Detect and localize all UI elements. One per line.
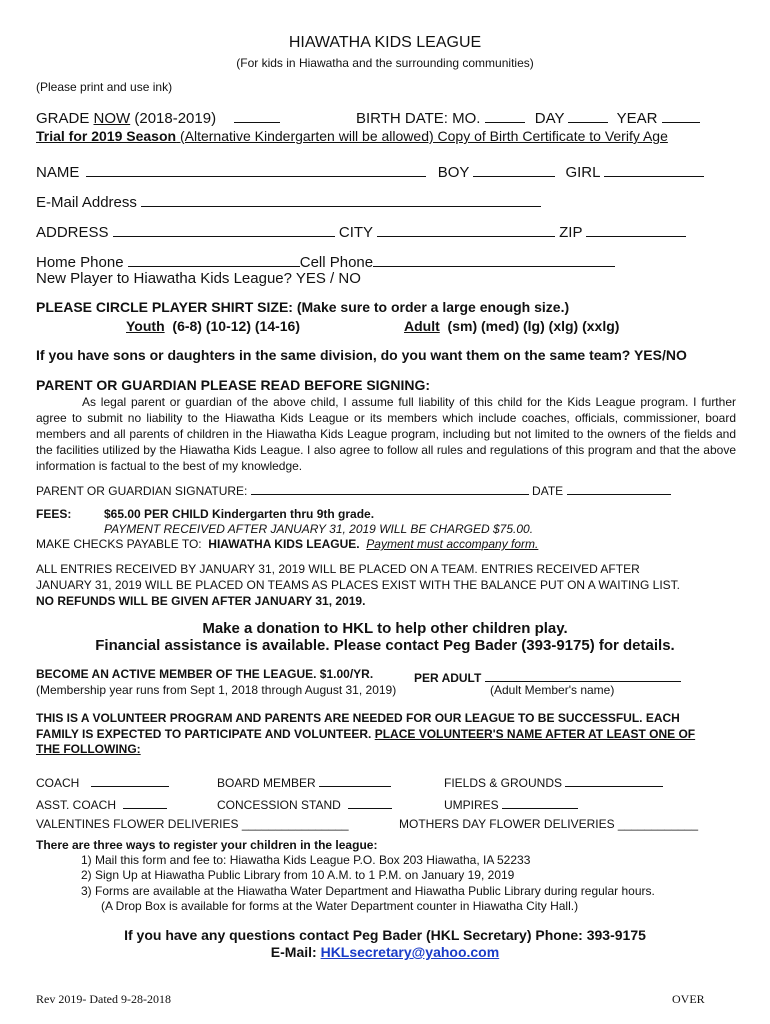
trial-season: Trial for 2019 Season	[36, 128, 177, 144]
volunteer-instruction: PLACE VOLUNTEER'S NAME AFTER AT LEAST ONE OF	[374, 727, 696, 741]
board-member-label: BOARD MEMBER	[217, 776, 316, 790]
secretary-email-link[interactable]: HKLsecretary@yahoo.com	[320, 944, 500, 960]
phone-row	[36, 252, 615, 271]
volunteer-line-2-text: FAMILY IS EXPECTED TO PARTICIPATE AND VOLUNTEER.	[36, 727, 375, 741]
umpires-label: UMPIRES	[444, 798, 499, 812]
boy-field[interactable]	[473, 162, 555, 177]
payment-note: Payment must accompany form.	[366, 537, 539, 551]
register-item-3: 3) Forms are available at the Hiawatha Water Department and Hiawatha Public Library during regular hours.	[81, 884, 655, 898]
volunteer-asst-coach	[36, 794, 167, 812]
contact-email-row	[0, 944, 770, 960]
asst-coach-field[interactable]	[123, 794, 167, 809]
birth-month-field[interactable]	[485, 108, 525, 123]
volunteer-line-3: THE FOLLOWING:	[36, 742, 141, 756]
no-refunds: NO REFUNDS WILL BE GIVEN AFTER JANUARY 31, 2019.	[36, 594, 366, 608]
birth-day-field[interactable]	[568, 108, 608, 123]
birth-month-label: BIRTH DATE: MO.	[356, 110, 481, 127]
adult-member-name-field[interactable]	[485, 667, 681, 682]
youth-sizes	[126, 318, 300, 334]
name-field[interactable]	[86, 162, 426, 177]
email-prefix: E-Mail:	[270, 944, 321, 960]
donation-line-2: Financial assistance is available. Please contact Peg Bader (393-9175) for details.	[95, 637, 675, 654]
register-item-2: 2) Sign Up at Hiawatha Public Library from 10 A.M. to 1 P.M. on January 19, 2019	[81, 868, 515, 882]
adult-sizes	[404, 318, 619, 334]
signature-field[interactable]	[251, 480, 529, 495]
coach-label: COACH	[36, 776, 80, 790]
contact-line: If you have any questions contact Peg Bader (HKL Secretary) Phone: 393-9175	[124, 927, 646, 943]
fee-amount: $65.00 PER CHILD Kindergarten thru 9th grade.	[104, 507, 375, 521]
volunteer-umpires	[444, 794, 578, 812]
guardian-heading: PARENT OR GUARDIAN PLEASE READ BEFORE SIGNING:	[36, 377, 431, 393]
zip-field[interactable]	[586, 222, 686, 237]
form-subtitle: (For kids in Hiawatha and the surrounding communities)	[236, 56, 534, 70]
grade-field[interactable]	[234, 108, 280, 123]
city-field[interactable]	[377, 222, 555, 237]
liability-paragraph: As legal parent or guardian of the above child, I assume full liability of this child for the Kids League program. I further agree to submit no liability to the Hiawatha Kids League or its members which include coaches, officials, commissioner, board members and all parents of children in the Hiawatha Kids League program, including but not limited to the owners of the fields and the facilities utilized by the Hiawatha Kids League. I also agree to follow all rules and regulations of this program and that the above information is factual to the best of my knowledge.	[36, 395, 736, 473]
valentines-deliveries[interactable]: VALENTINES FLOWER DELIVERIES ________________	[36, 817, 349, 831]
entries-line-1: ALL ENTRIES RECEIVED BY JANUARY 31, 2019 WILL BE PLACED ON A TEAM. ENTRIES RECEIVED AFTER	[36, 562, 640, 576]
cell-phone-field[interactable]	[373, 252, 615, 267]
grade-now: NOW	[93, 110, 131, 127]
adult-name-caption: (Adult Member's name)	[490, 683, 615, 697]
umpires-field[interactable]	[502, 794, 578, 809]
youth-size-options[interactable]: (6-8) (10-12) (14-16)	[172, 318, 301, 334]
revision-note: Rev 2019- Dated 9-28-2018	[36, 992, 171, 1006]
girl-label: GIRL	[565, 164, 600, 181]
birth-year-label: YEAR	[616, 110, 658, 127]
home-phone-label: Home Phone	[36, 254, 124, 271]
address-field[interactable]	[113, 222, 335, 237]
register-item-3-note: (A Drop Box is available for forms at the Water Department counter in Hiawatha City Hall.)	[101, 899, 579, 913]
volunteer-board	[217, 772, 391, 790]
birth-date-row	[356, 108, 700, 127]
checks-prefix: MAKE CHECKS PAYABLE TO:	[36, 537, 202, 551]
register-heading: There are three ways to register your children in the league:	[36, 838, 378, 852]
grade-years: (2018-2019)	[130, 110, 217, 127]
adult-size-options[interactable]: (sm) (med) (lg) (xlg) (xxlg)	[447, 318, 620, 334]
volunteer-line-1: THIS IS A VOLUNTEER PROGRAM AND PARENTS ARE NEEDED FOR OUR LEAGUE TO BE SUCCESSFUL. EACH	[36, 711, 680, 725]
concession-stand-label: CONCESSION STAND	[217, 798, 341, 812]
donation-line-1: Make a donation to HKL to help other children play.	[202, 620, 568, 637]
per-adult-label: PER ADULT	[414, 671, 482, 685]
address-row	[36, 222, 686, 241]
membership-year-note: (Membership year runs from Sept 1, 2018 through August 31, 2019)	[36, 683, 397, 697]
date-label: DATE	[532, 484, 564, 498]
email-field[interactable]	[141, 192, 541, 207]
boy-label: BOY	[437, 164, 470, 181]
signature-row	[36, 480, 671, 498]
checks-payable-row	[36, 537, 538, 551]
become-member: BECOME AN ACTIVE MEMBER OF THE LEAGUE. $1.00/YR.	[36, 667, 374, 681]
register-item-1: 1) Mail this form and fee to: Hiawatha Kids League P.O. Box 203 Hiawatha, IA 52233	[81, 853, 531, 867]
grade-row	[36, 108, 280, 127]
email-row	[36, 192, 541, 211]
girl-field[interactable]	[604, 162, 704, 177]
grade-label: GRADE	[36, 110, 94, 127]
city-label: CITY	[338, 224, 373, 241]
fields-grounds-label: FIELDS & GROUNDS	[444, 776, 563, 790]
birth-day-label: DAY	[534, 110, 565, 127]
same-team-question: If you have sons or daughters in the same division, do you want them on the same team? YES/NO	[36, 347, 687, 363]
youth-label: Youth	[126, 318, 165, 334]
date-field[interactable]	[567, 480, 671, 495]
volunteer-concession	[217, 794, 392, 812]
entries-line-2: JANUARY 31, 2019 WILL BE PLACED ON TEAMS AS PLACES EXIST WITH THE BALANCE PUT ON A WAITING LIST.	[36, 578, 680, 592]
adult-label: Adult	[404, 318, 440, 334]
concession-stand-field[interactable]	[348, 794, 392, 809]
coach-field[interactable]	[91, 772, 169, 787]
mothers-day-deliveries[interactable]: MOTHERS DAY FLOWER DELIVERIES ____________	[399, 817, 699, 831]
cell-phone-label: Cell Phone	[299, 254, 374, 271]
trial-note	[36, 128, 668, 144]
shirt-size-heading: PLEASE CIRCLE PLAYER SHIRT SIZE: (Make sure to order a large enough size.)	[36, 299, 570, 315]
volunteer-coach	[36, 772, 169, 790]
volunteer-line-2	[36, 727, 695, 741]
late-fee-note: PAYMENT RECEIVED AFTER JANUARY 31, 2019 WILL BE CHARGED $75.00.	[104, 522, 534, 536]
zip-label: ZIP	[559, 224, 583, 241]
birth-year-field[interactable]	[662, 108, 700, 123]
board-member-field[interactable]	[319, 772, 391, 787]
name-label: NAME	[36, 164, 80, 181]
home-phone-field[interactable]	[128, 252, 300, 267]
new-player-question: New Player to Hiawatha Kids League? YES / NO	[36, 270, 361, 287]
address-label: ADDRESS	[36, 224, 109, 241]
over-note: OVER	[672, 992, 705, 1006]
fees-label: FEES:	[36, 507, 72, 521]
name-row	[36, 162, 704, 181]
print-note: (Please print and use ink)	[36, 80, 173, 94]
email-label: E-Mail Address	[36, 194, 137, 211]
fields-grounds-field[interactable]	[565, 772, 663, 787]
checks-payee: HIAWATHA KIDS LEAGUE.	[208, 537, 360, 551]
form-title: HIAWATHA KIDS LEAGUE	[288, 34, 482, 51]
asst-coach-label: ASST. COACH	[36, 798, 117, 812]
signature-label: PARENT OR GUARDIAN SIGNATURE:	[36, 484, 248, 498]
volunteer-fields	[444, 772, 663, 790]
trial-detail: (Alternative Kindergarten will be allowed) Copy of Birth Certificate to Verify Age	[176, 128, 668, 144]
